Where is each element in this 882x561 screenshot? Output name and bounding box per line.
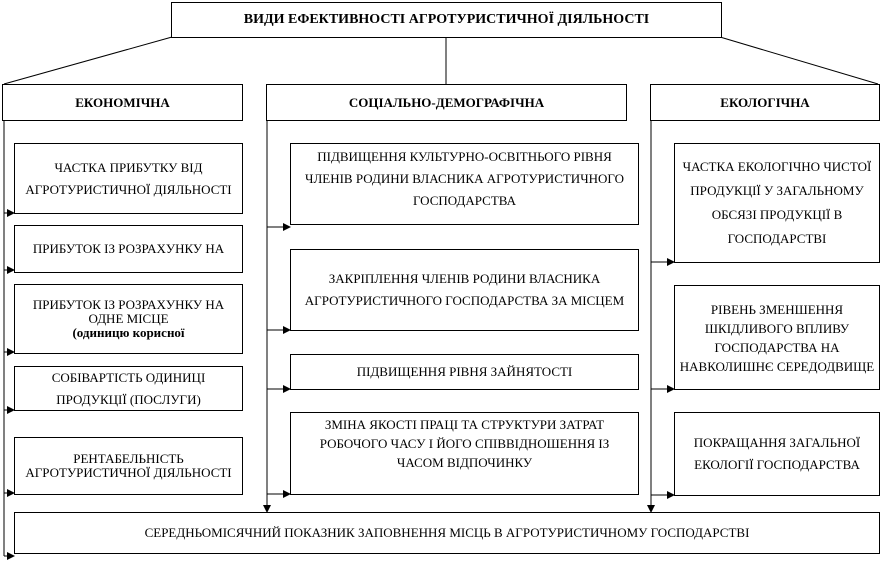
header-social-demographic	[266, 84, 627, 121]
economic-item-text: ЧАСТКА ПРИБУТКУ ВІД АГРОТУРИСТИЧНОЇ ДІЯЛЬНОСТІ	[25, 159, 232, 197]
ecological-item-clean-products	[674, 143, 880, 263]
ecological-item-text: ПОКРАЩАННЯ ЗАГАЛЬНОЇ ЕКОЛОГІЇ ГОСПОДАРСТВА	[693, 435, 861, 472]
ecological-item-text: РІВЕНЬ ЗМЕНШЕННЯ ШКІДЛИВОГО ВПЛИВУ ГОСПОДАРСТВА НА НАВКОЛИШНЄ СЕРЕДОДВИЩЕ	[679, 301, 875, 374]
header-economic	[2, 84, 243, 121]
economic-item-unit-cost	[14, 366, 243, 411]
title-to-left-line	[4, 37, 172, 84]
economic-item-text: РЕНТАБЕЛЬНІСТЬ АГРОТУРИСТИЧНОЇ ДІЯЛЬНОСТІ	[25, 451, 232, 480]
economic-item-profit-per-place	[14, 284, 243, 354]
header-economic-text: ЕКОНОМІЧНА	[75, 94, 170, 110]
social-item-family-retention	[290, 249, 639, 331]
economic-item-profit-per	[14, 225, 243, 273]
header-ecological-text: ЕКОЛОГІЧНА	[720, 94, 810, 110]
footer-text: СЕРЕДНЬОМІСЯЧНИЙ ПОКАЗНИК ЗАПОВНЕННЯ МІСЦЬ В АГРОТУРИСТИЧНОМУ ГОСПОДАРСТВІ	[144, 525, 750, 540]
social-item-text: ПІДВИЩЕННЯ РІВНЯ ЗАЙНЯТОСТІ	[356, 364, 573, 379]
economic-item-text: ПРИБУТОК ІЗ РОЗРАХУНКУ НА ОДНЕ МІСЦЕ	[32, 297, 225, 326]
economic-item-profitability	[14, 437, 243, 495]
social-item-text: ЗАКРІПЛЕННЯ ЧЛЕНІВ РОДИНИ ВЛАСНИКА АГРОТУРИСТИЧНОГО ГОСПОДАРСТВА ЗА МІСЦЕМ	[304, 271, 625, 308]
ecological-item-text: ЧАСТКА ЕКОЛОГІЧНО ЧИСТОЇ ПРОДУКЦІЇ У ЗАГАЛЬНОМУ ОБСЯЗІ ПРОДУКЦІЇ В ГОСПОДАРСТВІ	[682, 159, 872, 246]
social-item-employment	[290, 354, 639, 390]
title-to-right-line	[720, 37, 878, 84]
diagram-title	[171, 2, 722, 38]
economic-item-profit-share	[14, 143, 243, 214]
economic-item-subtext: (одиницю корисної	[72, 325, 185, 340]
social-item-text: ЗМІНА ЯКОСТІ ПРАЦІ ТА СТРУКТУРИ ЗАТРАТ РОБОЧОГО ЧАСУ І ЙОГО СПІВВІДНОШЕННЯ ІЗ ЧАСОМ ВІДПОЧИНКУ	[319, 417, 610, 470]
social-item-text: ПІДВИЩЕННЯ КУЛЬТУРНО-ОСВІТНЬОГО РІВНЯ ЧЛЕНІВ РОДИНИ ВЛАСНИКА АГРОТУРИСТИЧНОГО ГОСПОДАРСТВА	[305, 149, 624, 208]
social-item-labor-quality	[290, 412, 639, 495]
ecological-item-ecology-improvement	[674, 412, 880, 496]
economic-item-text: СОБІВАРТІСТЬ ОДИНИЦІ ПРОДУКЦІЇ (ПОСЛУГИ)	[51, 369, 206, 407]
social-item-cultural-level	[290, 143, 639, 225]
footer-occupancy-indicator	[14, 512, 880, 554]
header-social-demographic-text: СОЦІАЛЬНО-ДЕМОГРАФІЧНА	[348, 94, 545, 110]
economic-item-text: ПРИБУТОК ІЗ РОЗРАХУНКУ НА	[32, 241, 225, 256]
ecological-item-harm-reduction	[674, 285, 880, 390]
diagram-title-text: ВИДИ ЕФЕКТИВНОСТІ АГРОТУРИСТИЧНОЇ ДІЯЛЬНОСТІ	[243, 12, 650, 27]
header-ecological	[650, 84, 880, 121]
